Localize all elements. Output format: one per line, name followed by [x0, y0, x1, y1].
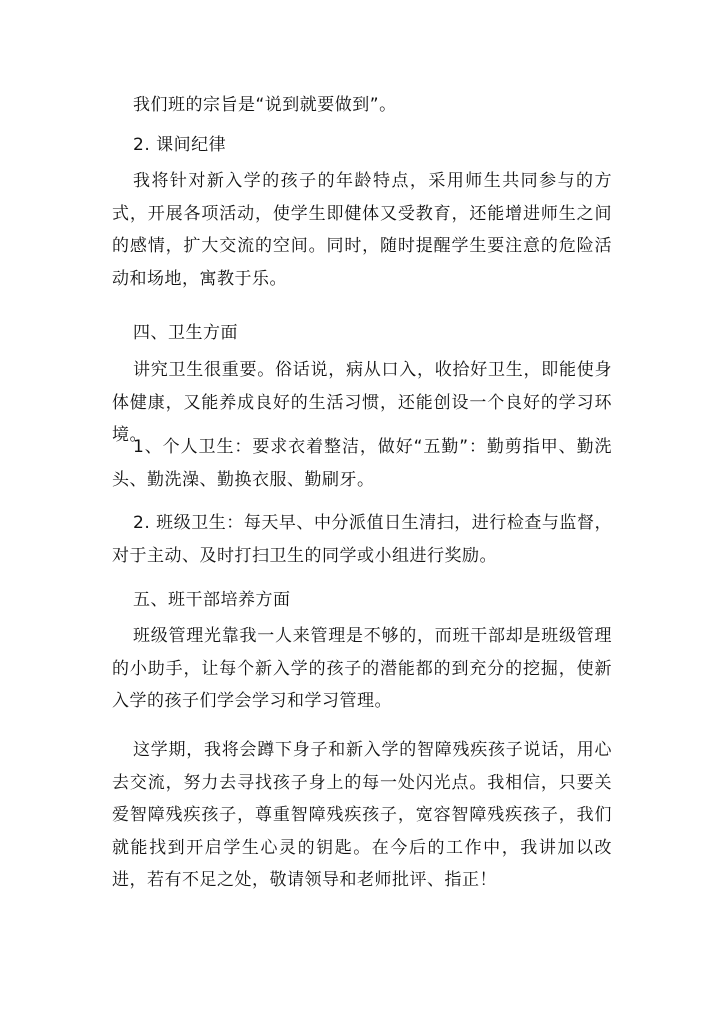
paragraph-motto: 我们班的宗旨是“说到就要做到”。 [133, 95, 397, 115]
paragraph-hygiene: 讲究卫生很重要。俗话说，病从口入，收拾好卫生，即能使身体健康，又能养成良好的生活习惯，还能创设一个良好的学习环境。 [112, 360, 612, 445]
paragraph-conclusion: 这学期，我将会蹲下身子和新入学的智障残疾孩子说话，用心去交流，努力去寻找孩子身上的每一处闪光点。我相信，只要关爱智障残疾孩子，尊重智障残疾孩子，宽容智障残疾孩子，我们就能找到开启学生心灵的钥匙。在今后的工作中，我讲加以改进，若有不足之处，敬请领导和老师批评、指正！ [112, 740, 612, 890]
heading-class-cadres: 五、班干部培养方面 [133, 590, 291, 610]
heading-class-discipline: 2. 课间纪律 [133, 135, 227, 155]
heading-hygiene: 四、卫生方面 [133, 323, 238, 343]
paragraph-personal-hygiene: 1、个人卫生：要求衣着整洁，做好“五勤”：勤剪指甲、勤洗头、勤洗澡、勤换衣服、勤刷牙。 [112, 437, 612, 490]
paragraph-class-cadres: 班级管理光靠我一人来管理是不够的，而班干部却是班级管理的小助手，让每个新入学的孩子的潜能都的到充分的挖掘，使新入学的孩子们学会学习和学习管理。 [112, 626, 612, 711]
paragraph-discipline: 我将针对新入学的孩子的年龄特点，采用师生共同参与的方式，开展各项活动，使学生即健体又受教育，还能增进师生之间的感情，扩大交流的空间。同时，随时提醒学生要注意的危险活动和场地，寓教于乐。 [112, 171, 612, 289]
paragraph-class-hygiene: 2. 班级卫生：每天早、中分派值日生清扫，进行检查与监督，对于主动、及时打扫卫生的同学或小组进行奖励。 [112, 513, 612, 566]
